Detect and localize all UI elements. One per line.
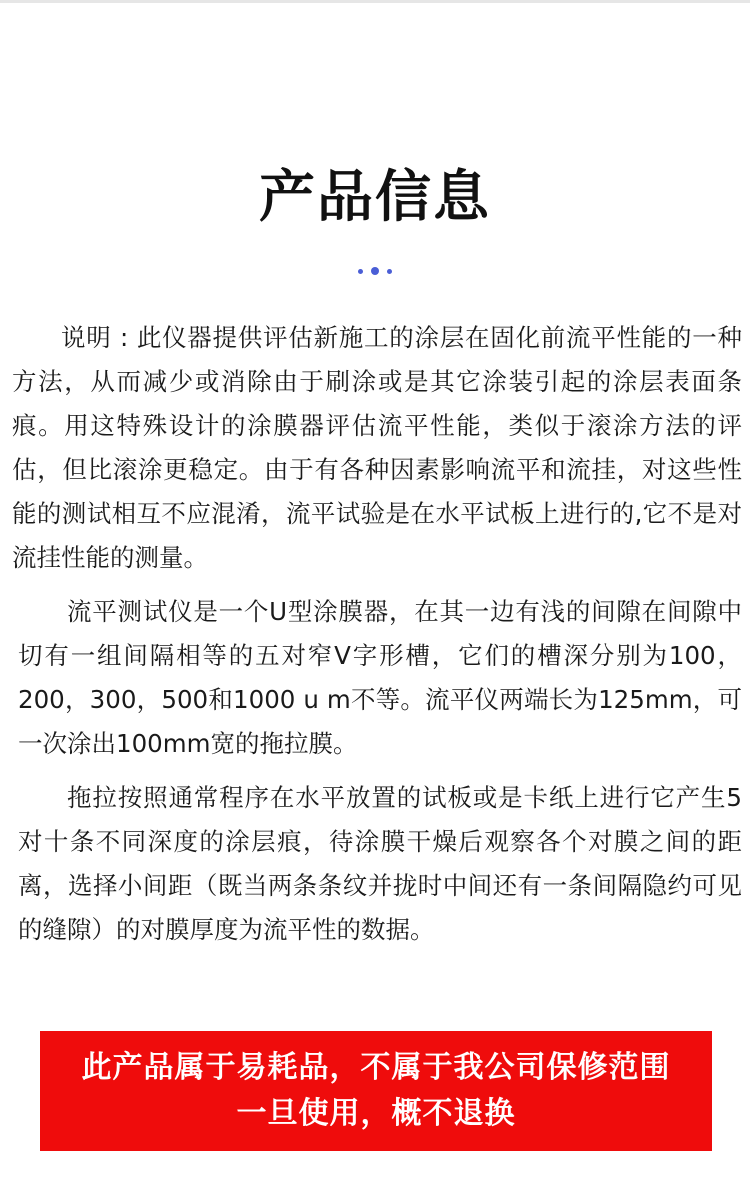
description-paragraph: 说明 : 此仪器提供评估新施工的涂层在固化前流平性能的一种方法，从而减少或消除由于刷涂或是其它涂装引起的涂层表面条痕。用这特殊设计的涂膜器评估流平性能，类似于滚涂方法的评估，但比滚涂更稳定。由于有各种因素影响流平和流挂，对这些性能的测试相互不应混淆，流平试验是在水平试板上进行的,它不是对流挂性能的测量。 bbox=[12, 323, 742, 572]
description-paragraph: 流平测试仪是一个U型涂膜器，在其一边有浅的间隙在间隙中切有一组间隔相等的五对窄V字形槽，它们的槽深分别为100，200，300，500和1000 u m不等。流平仪两端长为125mm，可一次涂出100mm宽的拖拉膜。 bbox=[18, 597, 742, 758]
notice-line-2: 一旦使用，概不退换 bbox=[236, 1096, 516, 1131]
description-content bbox=[12, 316, 742, 962]
top-divider bbox=[0, 0, 750, 3]
dot-icon bbox=[358, 269, 363, 274]
dot-icon bbox=[387, 269, 392, 274]
notice-line-1: 此产品属于易耗品，不属于我公司保修范围 bbox=[81, 1050, 671, 1085]
title-decoration-dots bbox=[0, 266, 750, 276]
warranty-notice-banner bbox=[40, 1031, 712, 1151]
description-paragraph: 拖拉按照通常程序在水平放置的试板或是卡纸上进行它产生5对十条不同深度的涂层痕，待涂膜干燥后观察各个对膜之间的距离，选择小间距（既当两条条纹并拢时中间还有一条间隔隐约可见的缝隙）的对膜厚度为流平性的数据。 bbox=[18, 783, 742, 944]
dot-icon bbox=[371, 267, 379, 275]
page-title: 产品信息 bbox=[259, 165, 491, 230]
